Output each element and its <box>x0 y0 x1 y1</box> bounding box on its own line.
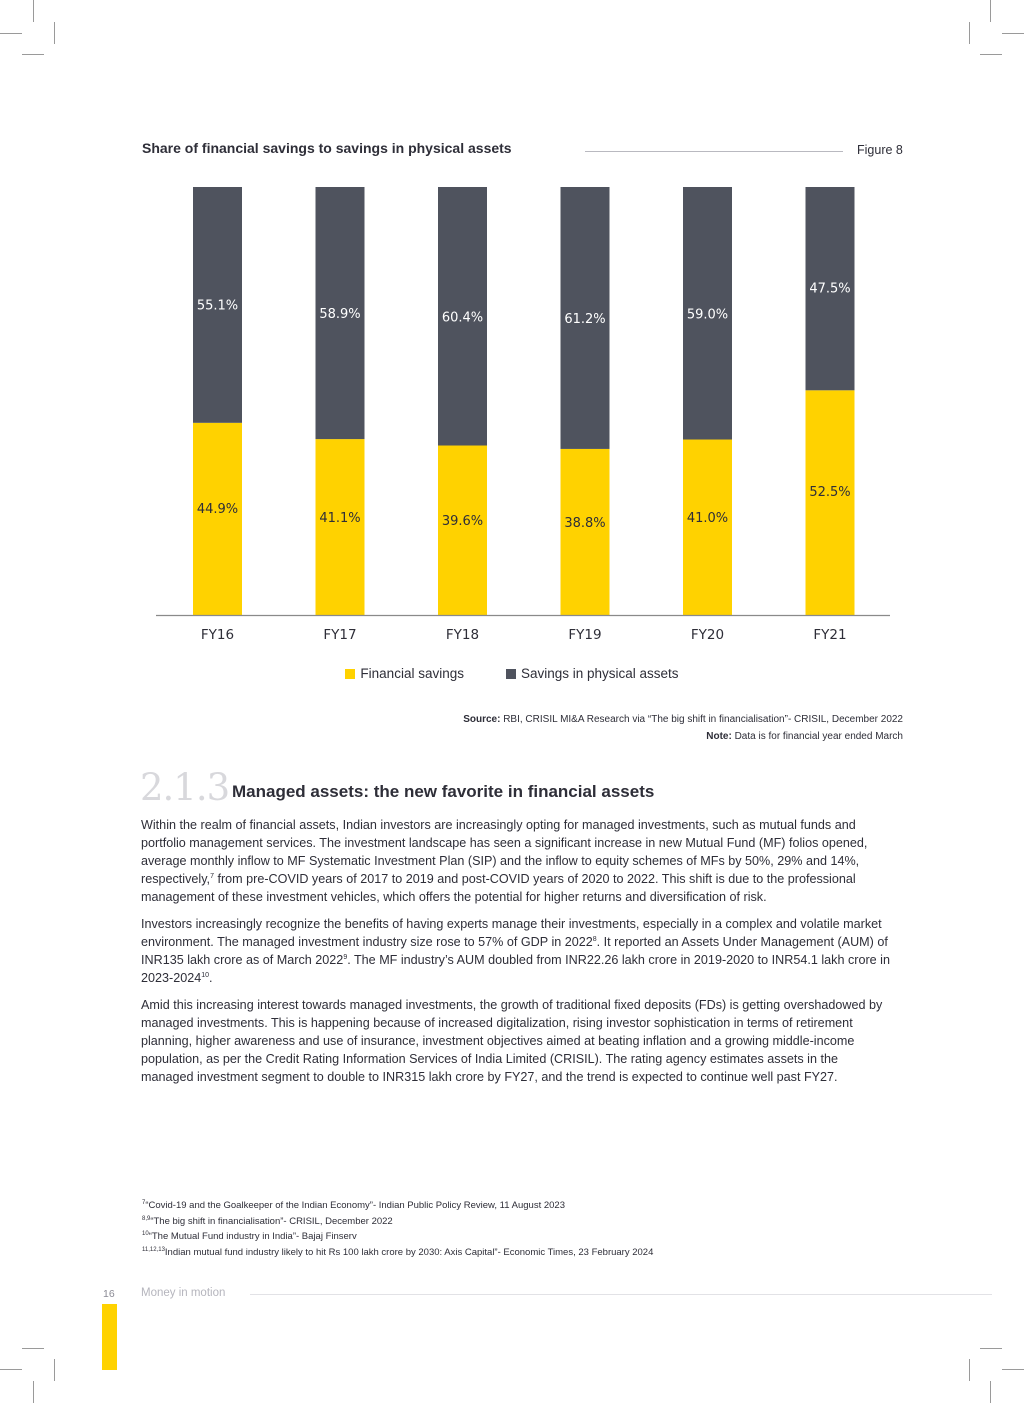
data-label-physical: 58.9% <box>319 307 361 323</box>
section-body <box>141 816 893 1095</box>
footnote-ref: 8 <box>592 935 597 943</box>
footnote-mark: 10 <box>142 1230 149 1237</box>
figure-divider <box>585 151 843 152</box>
footnote <box>142 1214 653 1230</box>
crop-mark <box>990 1381 991 1403</box>
crop-mark <box>33 0 34 22</box>
x-tick-label: FY17 <box>323 627 357 643</box>
stacked-bar-chart <box>150 180 900 650</box>
footnote <box>142 1245 653 1261</box>
crop-mark <box>1002 1369 1024 1370</box>
section-title: Managed assets: the new favorite in financial assets <box>232 782 655 801</box>
bar-financial-savings <box>683 440 732 615</box>
paragraph-text: Investors increasingly recognize the benefits of having experts manage their investments, especially in a complex and volatile market environment. The managed investment industry size rose to 57% of GDP in 2022 <box>141 917 882 949</box>
footnotes <box>142 1198 653 1260</box>
chart-legend <box>0 666 1024 681</box>
bar-financial-savings <box>806 390 855 615</box>
footnote <box>142 1198 653 1214</box>
source-line <box>463 711 903 728</box>
legend-label-financial: Financial savings <box>360 666 464 681</box>
note-text: Data is for financial year ended March <box>734 731 903 742</box>
section-number: 2.1.3 <box>140 766 230 809</box>
footnote-mark: 8,9 <box>142 1215 151 1222</box>
crop-mark <box>54 1359 55 1381</box>
data-label-financial: 44.9% <box>196 502 239 518</box>
crop-mark <box>22 1348 44 1349</box>
legend-label-physical: Savings in physical assets <box>520 666 679 681</box>
paragraph-text: . It reported an Assets Under Management (AUM) of INR135 lakh crore as of March 2022 <box>141 935 888 967</box>
legend-item-financial-savings <box>345 666 464 681</box>
figure-source <box>463 711 903 745</box>
footnote-text: “Covid-19 and the Goalkeeper of the Indian Economy”- Indian Public Policy Review, 11 August 2023 <box>145 1200 565 1211</box>
note-label: Note: <box>706 731 732 742</box>
data-label-physical: 59.0% <box>686 307 729 323</box>
paragraph-text: . The MF industry’s AUM doubled from INR22.26 lakh crore in 2019-2020 to INR54.1 lakh crore in 2023-2024 <box>141 953 890 985</box>
x-tick-label: FY20 <box>690 627 725 643</box>
figure-label: Figure 8 <box>857 143 903 157</box>
x-tick-label: FY21 <box>813 627 847 643</box>
source-text: RBI, CRISIL MI&A Research via “The big shift in financialisation”- CRISIL, December 2022 <box>503 714 903 725</box>
footer-divider <box>250 1294 992 1295</box>
data-label-financial: 39.6% <box>441 514 484 530</box>
footnote <box>142 1229 653 1245</box>
paragraph-3: Amid this increasing interest towards managed investments, the growth of traditional fixed deposits (FDs) is getting overshadowed by managed investments. This is happening because of increased digitalization, rising investor sophistication in terms of retirement planning, higher awareness and use of insurance, investment objectives aimed at beating inflation and a growing middle-income population, as per the Credit Rating Information Services of India Limited (CRISIL). The rating agency estimates assets in the managed investment segment to double to INR315 lakh crore by FY27, and the trend is expected to continue well past FY27. <box>141 998 883 1084</box>
paragraph-text: . <box>209 971 213 985</box>
footnote-ref: 7 <box>210 872 214 880</box>
page-number: 16 <box>103 1288 115 1300</box>
crop-mark <box>1002 33 1024 34</box>
crop-mark <box>22 54 44 55</box>
crop-mark <box>969 1359 970 1381</box>
crop-mark <box>990 0 991 22</box>
legend-item-physical-assets <box>506 666 679 681</box>
legend-swatch-financial <box>345 669 355 679</box>
x-tick-label: FY16 <box>200 627 235 643</box>
x-tick-label: FY19 <box>568 627 602 643</box>
crop-mark <box>980 1348 1002 1349</box>
source-label: Source: <box>463 714 501 725</box>
paragraph-1 <box>141 816 893 906</box>
footnote-text: “The Mutual Fund industry in India”- Bajaj Finserv <box>148 1231 357 1242</box>
footnote-ref: 9 <box>343 953 348 961</box>
x-tick-label: FY18 <box>445 627 480 643</box>
bar-financial-savings <box>438 446 487 615</box>
data-label-financial: 41.0% <box>686 510 729 526</box>
footnote-text: “The big shift in financialisation”- CRISIL, December 2022 <box>150 1215 393 1227</box>
data-label-physical: 60.4% <box>441 310 484 326</box>
data-label-financial: 38.8% <box>564 515 606 531</box>
bar-financial-savings <box>561 449 610 615</box>
note-line <box>463 728 903 745</box>
figure-title: Share of financial savings to savings in physical assets <box>142 140 512 156</box>
footnote-mark: 11,12,13 <box>142 1246 165 1253</box>
data-label-physical: 47.5% <box>809 281 851 297</box>
footnote-text: Indian mutual fund industry likely to hit Rs 100 lakh crore by 2030: Axis Capital”- Economic Times, 23 February 2024 <box>164 1246 654 1258</box>
data-label-financial: 52.5% <box>809 484 851 500</box>
footer-title: Money in motion <box>141 1287 226 1299</box>
page-tab-accent <box>102 1304 117 1370</box>
crop-mark <box>0 1369 22 1370</box>
data-label-physical: 55.1% <box>196 298 239 314</box>
paragraph-text: from pre-COVID years of 2017 to 2019 and post-COVID years of 2020 to 2022. This shift is due to the professional management of these investment vehicles, which offers the potential for higher returns and diversification of risk. <box>141 872 856 904</box>
bar-financial-savings <box>193 423 242 615</box>
bar-financial-savings <box>316 439 365 615</box>
crop-mark <box>0 33 22 34</box>
data-label-financial: 41.1% <box>319 510 361 526</box>
paragraph-text: Within the realm of financial assets, Indian investors are increasingly opting for managed investments, such as mutual funds and portfolio management services. The investment landscape has seen a significant increase in new Mutual Fund (MF) folios opened, average monthly inflow to MF Systematic Investment Plan (SIP) and the inflow to equity schemes of MFs by 50%, 29% and 14%, respectively, <box>141 818 868 886</box>
crop-mark <box>33 1381 34 1403</box>
paragraph-2 <box>141 915 893 987</box>
footnote-mark: 7 <box>142 1199 146 1206</box>
crop-mark <box>969 22 970 44</box>
legend-swatch-physical <box>506 669 516 679</box>
crop-mark <box>54 22 55 44</box>
footnote-ref: 10 <box>201 971 210 979</box>
crop-mark <box>980 54 1002 55</box>
data-label-physical: 61.2% <box>564 312 606 328</box>
